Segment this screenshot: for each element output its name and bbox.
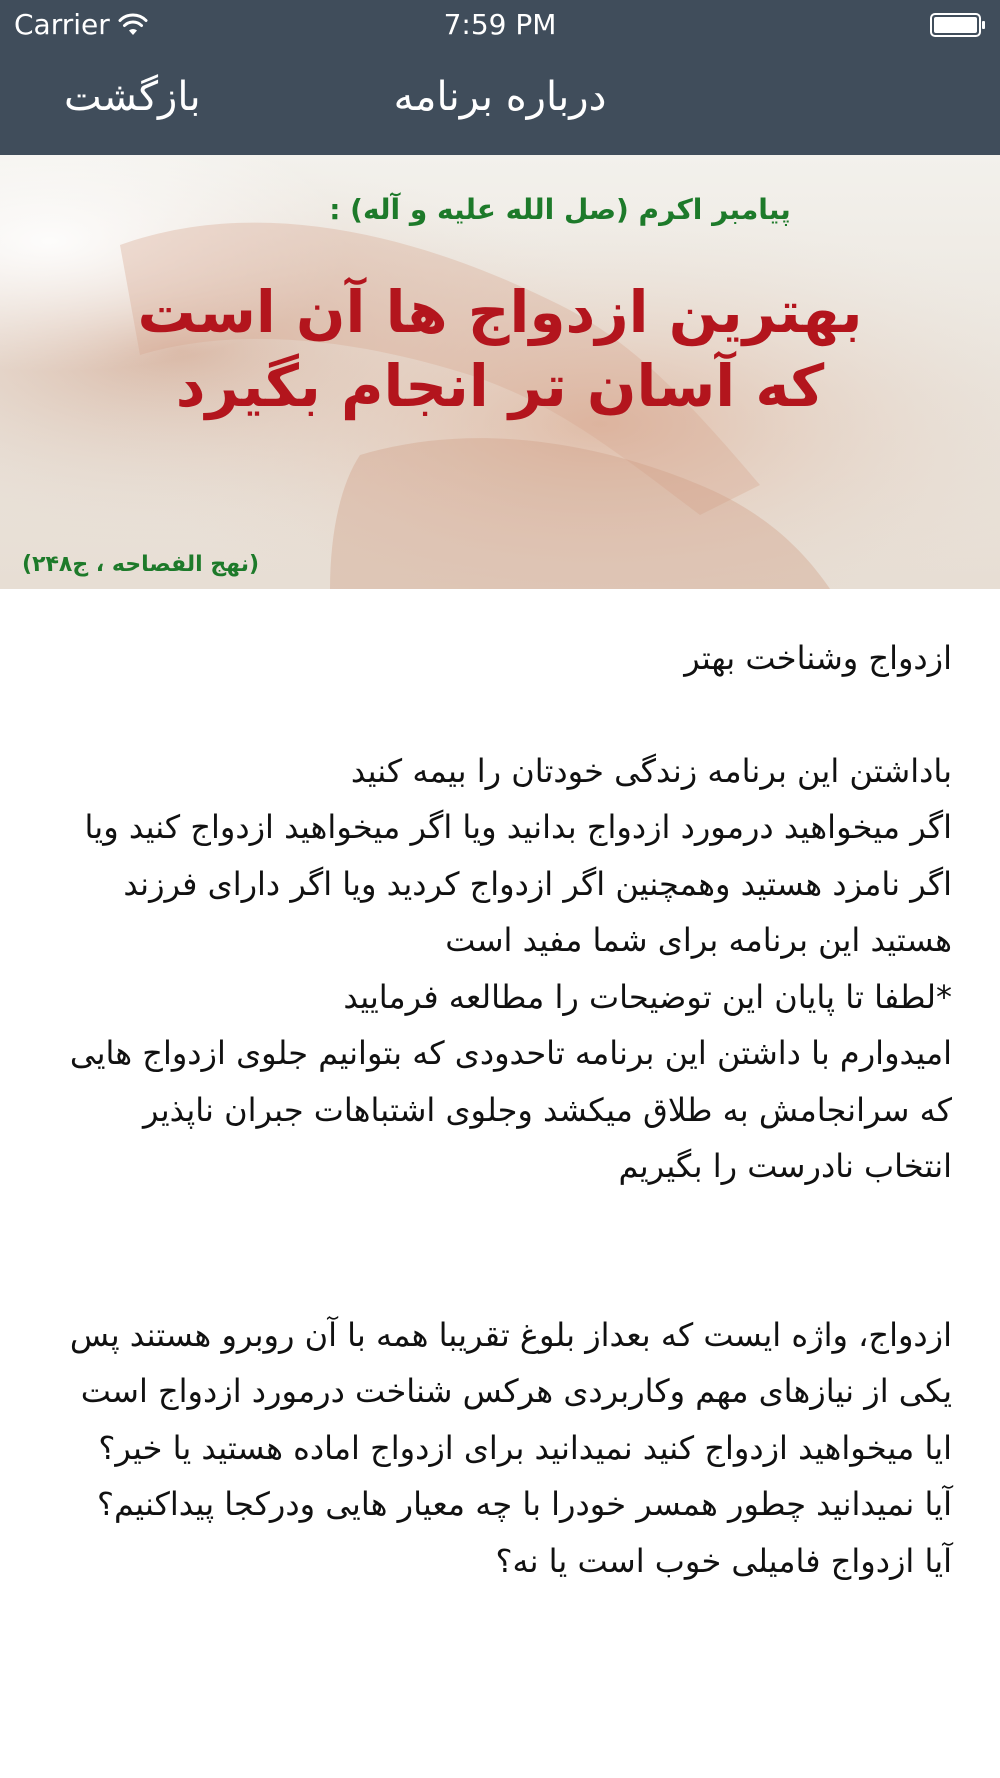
status-time: 7:59 PM [443, 8, 557, 41]
about-text [48, 630, 952, 1589]
page-title: درباره برنامه [393, 74, 607, 120]
content-paragraph-1: باداشتن این برنامه زندگی خودتان را بیمه کنید اگر میخواهید درمورد ازدواج بدانید ویا اگر میخواهید ازدواج کنید ویا اگر نامزد هستید وهمچنین اگر ازدواج کردید ویا اگر دارای فرزند هستید این برنامه برای شما مفید است *لطفا تا پایان این توضیحات را مطالعه فرمایید امیدوارم با داشتن این برنامه تاحدودی که بتوانیم جلوی ازدواج هایی که سرانجامش به طلاق میکشد وجلوی اشتباهات جبران ناپذیر انتخاب نادرست را بگیریم [69, 751, 952, 1185]
content-heading: ازدواج وشناخت بهتر [684, 639, 952, 677]
hadith-banner-image [0, 155, 1000, 589]
back-button[interactable]: بازگشت [64, 74, 201, 120]
spacer [48, 1195, 952, 1307]
content-paragraph-2: ازدواج، واژه ایست که بعداز بلوغ تقریبا همه با آن روبرو هستند پس یکی از نیازهای مهم وکاربردی هرکس شناخت درمورد ازدواج است ایا میخواهید ازدواج کنید نمیدانید برای ازدواج اماده هستید یا خیر؟ آیا نمیدانید چطور همسر خودرا با چه معیار هایی ودرکجا پیداکنیم؟ آیا ازدواج فامیلی خوب است یا نه؟ [69, 1315, 952, 1580]
status-bar [0, 0, 1000, 52]
banner-attribution: پیامبر اکرم (صل الله علیه و آله) : [329, 193, 791, 226]
carrier-label: Carrier [14, 8, 110, 41]
navigation-bar [0, 52, 1000, 155]
battery-icon [930, 13, 986, 37]
banner-source: (نهج الفصاحه ، ج۲۴۸) [22, 552, 260, 577]
spacer [48, 687, 952, 743]
banner-quote: بهترین ازدواج ها آن است که آسان تر انجام بگیرد [137, 278, 863, 420]
